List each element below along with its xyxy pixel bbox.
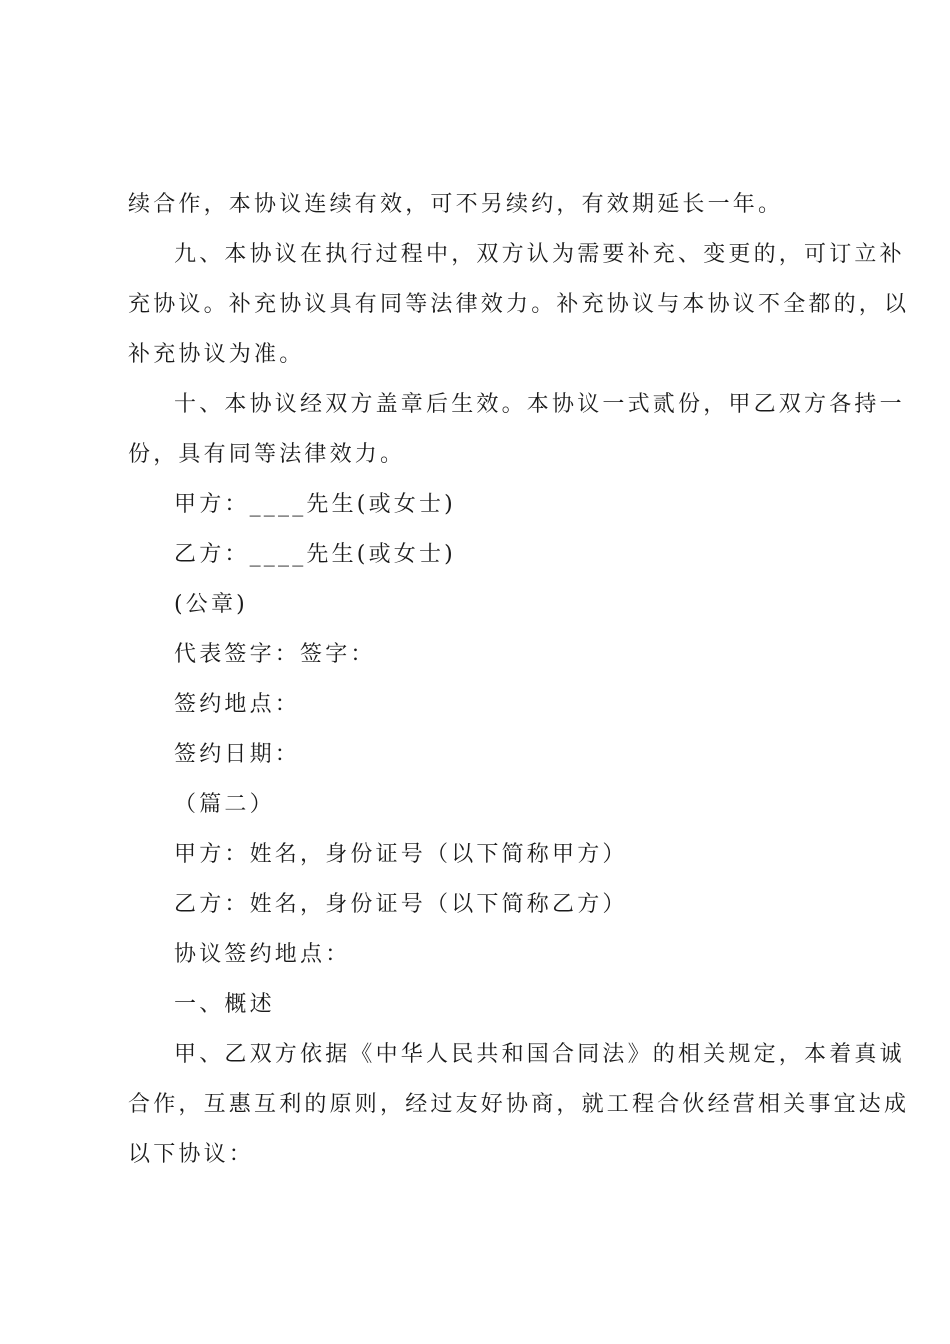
signing-place-label: 签约地点：: [174, 692, 301, 717]
party-b-info: 乙方：姓名，身份证号（以下简称乙方）: [174, 892, 628, 917]
text-line: 续合作，本协议连续有效，可不另续约，有效期延长一年。: [128, 192, 784, 217]
clause-heading: 一、概述: [174, 992, 275, 1017]
text-line: 九、本协议在执行过程中，双方认为需要补充、变更的，可订立补: [174, 242, 905, 267]
section-heading: （篇二）: [174, 792, 275, 817]
document-page: [128, 186, 910, 1173]
seal-label: (公章): [174, 592, 248, 617]
party-a-info: 甲方：姓名，身份证号（以下简称甲方）: [174, 842, 628, 867]
signing-date-label: 签约日期：: [174, 742, 301, 767]
text-line: 十、本协议经双方盖章后生效。本协议一式贰份，甲乙双方各持一: [174, 392, 905, 417]
text-line: 甲、乙双方依据《中华人民共和国合同法》的相关规定，本着真诚: [174, 1042, 905, 1067]
party-b-signature-line: 乙方：____先生(或女士): [174, 542, 456, 567]
text-line: 补充协议为准。: [128, 342, 305, 367]
text-line: 份，具有同等法律效力。: [128, 442, 406, 467]
party-a-signature-line: 甲方：____先生(或女士): [174, 492, 456, 517]
text-line: 以下协议：: [128, 1142, 255, 1167]
text-line: 合作，互惠互利的原则，经过友好协商，就工程合伙经营相关事宜达成: [128, 1092, 910, 1117]
text-line: 充协议。补充协议具有同等法律效力。补充协议与本协议不全都的，以: [128, 292, 910, 317]
agreement-place-label: 协议签约地点：: [174, 942, 351, 967]
representative-signature-label: 代表签字：签字：: [174, 642, 376, 667]
